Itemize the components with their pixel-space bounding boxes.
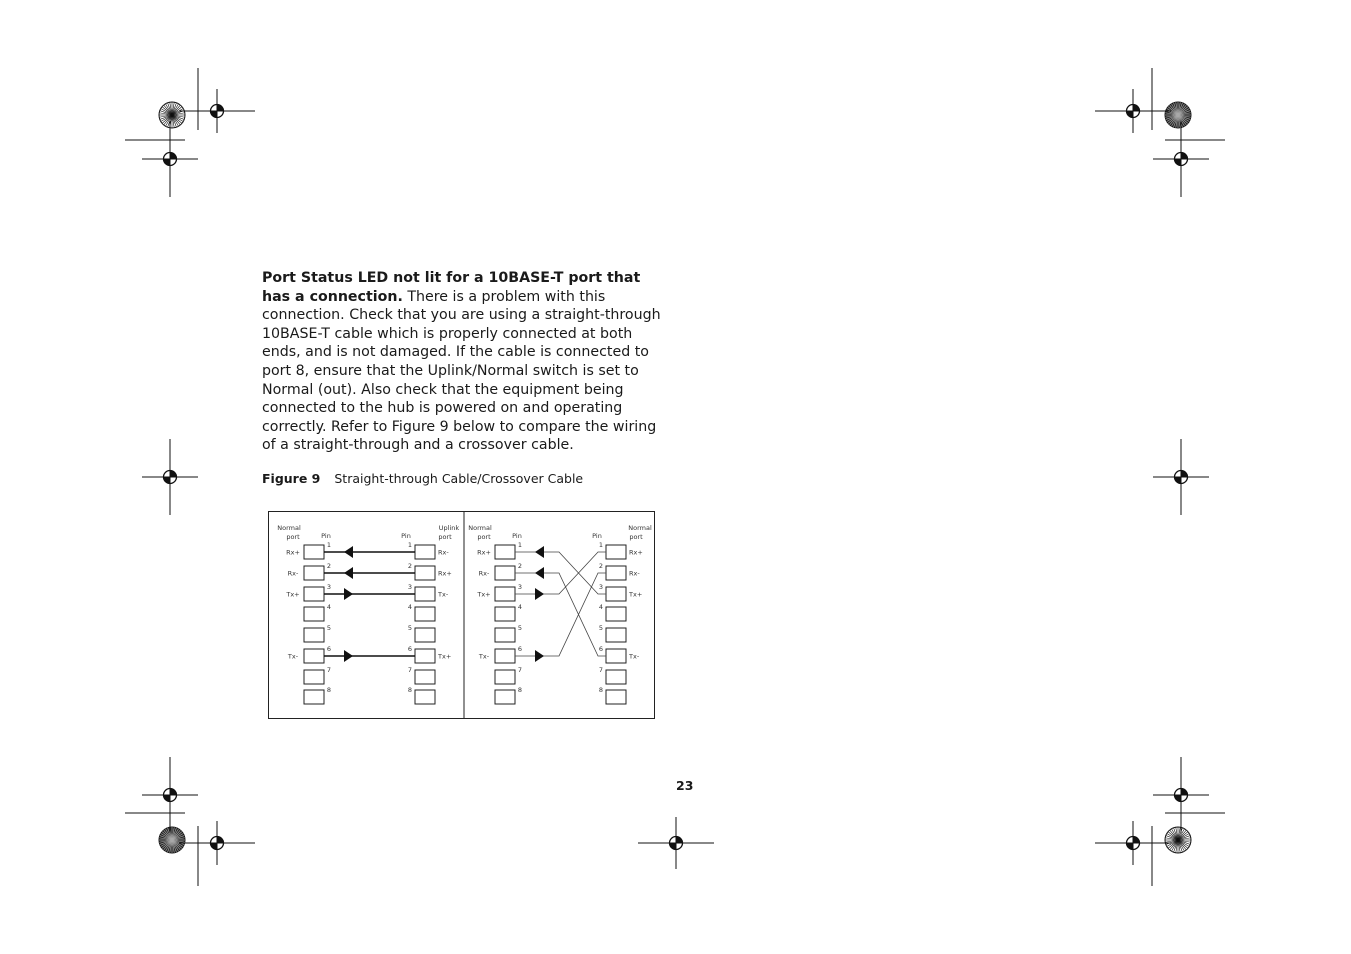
starburst-ray: [166, 840, 173, 851]
starburst-ray: [159, 113, 172, 115]
starburst-ray: [162, 115, 172, 123]
starburst-ray: [170, 840, 172, 853]
starburst-ray: [172, 840, 176, 852]
right-pin-number: 5: [598, 624, 604, 632]
right-pin-number: 1: [407, 541, 413, 549]
signal-direction-arrow: [535, 588, 544, 600]
signal-direction-arrow: [344, 567, 353, 579]
starburst-ray: [1176, 827, 1178, 840]
crosshair-quadrant: [1175, 795, 1182, 802]
crosshair-mark: [179, 89, 255, 133]
crosshair-mark: [142, 439, 198, 515]
left-pin-number: 4: [326, 603, 332, 611]
right-signal-label: Rx+: [629, 548, 643, 557]
starburst-ray: [172, 115, 174, 128]
left-pin-socket: [304, 649, 324, 663]
left-pin-number: 1: [517, 541, 523, 549]
crosshair-quadrant: [670, 843, 677, 850]
left-pin-number: 5: [517, 624, 523, 632]
starburst-ray: [1174, 115, 1178, 127]
pin-header: Pin: [401, 532, 411, 540]
crosshair-quadrant: [170, 789, 177, 796]
left-pin-number: 8: [517, 686, 523, 694]
starburst-ray: [1178, 836, 1190, 840]
starburst-ray: [168, 828, 172, 840]
starburst-ray: [1178, 840, 1182, 852]
starburst-ray: [1178, 115, 1189, 122]
starburst-ray: [161, 109, 172, 116]
figure-caption: [262, 471, 583, 486]
starburst-ray: [1176, 840, 1178, 853]
starburst-ray: [164, 830, 172, 840]
starburst-ray: [172, 115, 179, 126]
right-port-header: Normal: [628, 524, 652, 532]
right-pin-number: 6: [407, 645, 413, 653]
starburst-ray: [1167, 109, 1178, 116]
starburst-ray: [1166, 836, 1178, 840]
starburst-ray: [1178, 115, 1180, 128]
starburst-ray: [172, 104, 179, 115]
right-pin-number: 2: [598, 562, 604, 570]
crosshair-ring: [1127, 837, 1140, 850]
left-pin-number: 6: [326, 645, 332, 653]
troubleshooting-paragraph: [262, 269, 667, 455]
starburst-ray: [159, 115, 172, 117]
right-pin-number: 7: [598, 666, 604, 674]
starburst-ray: [172, 102, 174, 115]
right-signal-label: Rx+: [438, 569, 452, 578]
signal-direction-arrow: [535, 546, 544, 558]
left-pin-socket: [304, 587, 324, 601]
left-pin-socket: [304, 566, 324, 580]
starburst-ray: [1178, 827, 1180, 840]
crosshair-ring: [1175, 153, 1188, 166]
crosshair-quadrant: [211, 111, 218, 118]
starburst-ray: [1178, 840, 1188, 848]
starburst-ray: [168, 840, 172, 852]
starburst-ray: [1172, 115, 1179, 126]
paragraph-heading: Port Status LED not lit for a 10BASE-T port that has a connection.: [262, 270, 641, 305]
starburst-ray: [161, 840, 172, 847]
right-pin-socket: [606, 628, 626, 642]
starburst-ray: [160, 111, 172, 115]
right-signal-label: Rx-: [438, 548, 449, 557]
starburst-ray: [172, 840, 180, 850]
starburst-ray: [1178, 115, 1185, 126]
right-pin-socket: [606, 670, 626, 684]
starburst-ray: [172, 840, 184, 844]
right-pin-number: 8: [407, 686, 413, 694]
right-pin-number: 8: [598, 686, 604, 694]
right-pin-number: 2: [407, 562, 413, 570]
starburst-ray: [172, 836, 184, 840]
starburst-ray: [172, 832, 182, 840]
right-pin-socket: [606, 690, 626, 704]
starburst-ray: [172, 107, 182, 115]
starburst-ray: [1178, 840, 1190, 844]
starburst-ray: [1178, 830, 1186, 840]
right-pin-socket: [606, 566, 626, 580]
figure-title: Straight-through Cable/Crossover Cable: [334, 471, 584, 486]
starburst-ray: [1178, 105, 1186, 115]
starburst-ray: [172, 109, 183, 116]
left-port-header: Normal: [277, 524, 301, 532]
starburst-ray: [1178, 834, 1189, 841]
starburst-ray: [162, 832, 172, 840]
starburst-ray: [162, 840, 172, 848]
starburst-ray: [1168, 107, 1178, 115]
crosshair-ring: [164, 471, 177, 484]
left-signal-label: Tx+: [477, 590, 491, 599]
starburst-ray: [161, 115, 172, 122]
starburst-ray: [170, 102, 172, 115]
signal-direction-arrow: [344, 546, 353, 558]
signal-direction-arrow: [535, 567, 544, 579]
crosshair-quadrant: [170, 471, 177, 478]
starburst-ray: [1174, 828, 1178, 840]
signal-direction-arrow: [535, 650, 544, 662]
left-pin-number: 3: [517, 583, 523, 591]
left-pin-number: 8: [326, 686, 332, 694]
starburst-ray: [166, 104, 173, 115]
left-pin-socket: [304, 545, 324, 559]
starburst-ray: [1165, 840, 1178, 842]
crosshair-quadrant: [1181, 153, 1188, 160]
right-pin-number: 1: [598, 541, 604, 549]
crosshair-quadrant: [1181, 789, 1188, 796]
starburst-ray: [1178, 840, 1191, 842]
starburst-ray: [172, 111, 184, 115]
pin-header: Pin: [592, 532, 602, 540]
left-port-header: port: [477, 533, 491, 541]
left-pin-socket: [495, 628, 515, 642]
starburst-ray: [172, 115, 185, 117]
crosshair-mark: [1095, 89, 1171, 133]
starburst-ray: [172, 113, 185, 115]
right-pin-number: 4: [407, 603, 413, 611]
registration-starburst: [159, 102, 185, 128]
starburst-ray: [1178, 109, 1189, 116]
starburst-ray: [172, 105, 180, 115]
right-pin-number: 4: [598, 603, 604, 611]
right-port-header: Uplink: [438, 524, 460, 532]
left-pin-socket: [495, 566, 515, 580]
crosshair-quadrant: [164, 477, 171, 484]
starburst-ray: [172, 115, 180, 125]
paragraph-body: There is a problem with this connection. Check that you are using a straight-through 10BASE-T cable which is properly connected at both ends, and is not damaged. If the cable is connected to port 8, ensure that the Uplink/Normal switch is set to Normal (out). Also check that the equipment being connected to the hub is powered on and operating correctly. Refer to Figure 9 below to compare the wiring of a straight-through and a crossover cable.: [262, 288, 661, 454]
right-pin-socket: [415, 628, 435, 642]
left-pin-number: 7: [517, 666, 523, 674]
starburst-ray: [172, 103, 176, 115]
right-pin-number: 3: [598, 583, 604, 591]
right-pin-socket: [606, 649, 626, 663]
starburst-ray: [172, 834, 183, 841]
signal-direction-arrow: [344, 588, 353, 600]
left-signal-label: Rx-: [478, 569, 490, 578]
starburst-ray: [1166, 115, 1178, 119]
starburst-ray: [1170, 830, 1178, 840]
left-port-header: Normal: [468, 524, 492, 532]
starburst-ray: [168, 115, 172, 127]
starburst-ray: [1174, 103, 1178, 115]
figure-number: Figure 9: [262, 471, 321, 486]
crosshair-quadrant: [1127, 111, 1134, 118]
crosshair-ring: [211, 837, 224, 850]
crosshair-mark: [1153, 439, 1209, 515]
left-signal-label: Tx-: [478, 652, 490, 661]
crosshair-quadrant: [1175, 477, 1182, 484]
left-pin-socket: [495, 607, 515, 621]
right-pin-socket: [606, 607, 626, 621]
registration-starburst: [1165, 827, 1191, 853]
crosshair-ring: [1175, 789, 1188, 802]
starburst-ray: [1178, 115, 1190, 119]
left-pin-number: 4: [517, 603, 523, 611]
starburst-ray: [1178, 832, 1188, 840]
right-pin-number: 7: [407, 666, 413, 674]
crosshair-mark: [1095, 821, 1171, 865]
left-pin-number: 5: [326, 624, 332, 632]
right-pin-socket: [415, 690, 435, 704]
starburst-ray: [1178, 838, 1191, 840]
starburst-ray: [166, 829, 173, 840]
crosshair-quadrant: [217, 105, 224, 112]
right-pin-socket: [606, 587, 626, 601]
starburst-ray: [1176, 115, 1178, 128]
starburst-ray: [1178, 840, 1185, 851]
left-pin-socket: [304, 607, 324, 621]
crosshair-quadrant: [1133, 837, 1140, 844]
left-pin-socket: [304, 670, 324, 684]
starburst-ray: [1170, 115, 1178, 125]
starburst-ray: [1178, 113, 1191, 115]
crosshair-mark: [1153, 757, 1209, 833]
starburst-ray: [1172, 840, 1179, 851]
starburst-ray: [1167, 115, 1178, 122]
starburst-ray: [166, 115, 173, 126]
left-pin-number: 2: [326, 562, 332, 570]
right-pin-socket: [415, 607, 435, 621]
signal-direction-arrow: [344, 650, 353, 662]
right-pin-socket: [606, 545, 626, 559]
right-port-header: port: [438, 533, 452, 541]
crosshair-quadrant: [170, 153, 177, 160]
starburst-ray: [1178, 103, 1182, 115]
starburst-ray: [164, 105, 172, 115]
left-pin-socket: [495, 670, 515, 684]
right-pin-socket: [415, 587, 435, 601]
left-pin-number: 3: [326, 583, 332, 591]
starburst-ray: [1168, 115, 1178, 123]
starburst-ray: [1167, 840, 1178, 847]
starburst-ray: [172, 115, 182, 123]
starburst-ray: [1178, 115, 1182, 127]
right-pin-socket: [415, 670, 435, 684]
starburst-ray: [159, 838, 172, 840]
starburst-disc: [1165, 827, 1191, 853]
starburst-ray: [172, 829, 179, 840]
right-pin-number: 3: [407, 583, 413, 591]
starburst-ray: [1178, 115, 1186, 125]
right-pin-number: 5: [407, 624, 413, 632]
starburst-ray: [1165, 113, 1178, 115]
starburst-ray: [172, 838, 185, 840]
right-signal-label: Tx-: [438, 590, 449, 599]
starburst-ray: [1178, 111, 1190, 115]
starburst-ray: [161, 834, 172, 841]
page-number: 23: [676, 778, 694, 793]
starburst-ray: [1172, 829, 1179, 840]
starburst-ray: [172, 840, 182, 848]
starburst-ray: [164, 840, 172, 850]
starburst-ray: [168, 103, 172, 115]
left-pin-socket: [495, 587, 515, 601]
left-signal-label: Rx+: [286, 548, 300, 557]
crosshair-ring: [1127, 105, 1140, 118]
right-signal-label: Tx+: [629, 590, 643, 599]
crosshair-quadrant: [217, 837, 224, 844]
crosshair-ring: [1175, 471, 1188, 484]
starburst-ray: [1176, 102, 1178, 115]
crossover-cable-panel: [468, 524, 652, 704]
starburst-ray: [1178, 840, 1180, 853]
starburst-ray: [172, 115, 184, 119]
starburst-ray: [172, 827, 174, 840]
starburst-ray: [172, 840, 185, 842]
registration-starburst: [159, 827, 185, 853]
starburst-ray: [1178, 102, 1180, 115]
left-pin-socket: [495, 545, 515, 559]
starburst-ray: [172, 115, 183, 122]
starburst-ray: [1165, 115, 1178, 117]
left-pin-socket: [304, 628, 324, 642]
left-port-header: port: [286, 533, 300, 541]
left-signal-label: Tx-: [287, 652, 299, 661]
starburst-ray: [1178, 840, 1186, 850]
left-pin-number: 7: [326, 666, 332, 674]
left-pin-socket: [304, 690, 324, 704]
starburst-ray: [172, 115, 176, 127]
starburst-ray: [1178, 840, 1189, 847]
straight-cable-panel: [277, 524, 459, 704]
crosshair-quadrant: [1127, 843, 1134, 850]
crosshair-ring: [164, 789, 177, 802]
starburst-ray: [1166, 111, 1178, 115]
crosshair-quadrant: [164, 159, 171, 166]
registration-starburst: [1165, 102, 1191, 128]
starburst-ray: [1170, 840, 1178, 850]
starburst-ray: [1178, 828, 1182, 840]
starburst-ray: [1167, 834, 1178, 841]
starburst-ray: [1178, 829, 1185, 840]
starburst-ray: [1178, 115, 1191, 117]
pin-header: Pin: [321, 532, 331, 540]
crosshair-mark: [142, 757, 198, 833]
right-pin-socket: [415, 649, 435, 663]
right-signal-label: Tx+: [438, 652, 452, 661]
starburst-ray: [162, 107, 172, 115]
crosshair-quadrant: [1181, 471, 1188, 478]
starburst-disc: [159, 102, 185, 128]
starburst-ray: [160, 836, 172, 840]
starburst-ray: [1168, 832, 1178, 840]
left-pin-socket: [495, 690, 515, 704]
starburst-ray: [1172, 104, 1179, 115]
right-signal-label: Tx-: [629, 652, 640, 661]
crosshair-quadrant: [164, 795, 171, 802]
starburst-ray: [172, 828, 176, 840]
left-pin-number: 6: [517, 645, 523, 653]
left-signal-label: Rx-: [287, 569, 299, 578]
crosshair-ring: [211, 105, 224, 118]
left-signal-label: Rx+: [477, 548, 491, 557]
starburst-ray: [1178, 115, 1188, 123]
crosshair-mark: [1153, 121, 1209, 197]
crosshair-mark: [179, 821, 255, 865]
left-pin-number: 2: [517, 562, 523, 570]
starburst-ray: [170, 827, 172, 840]
starburst-ray: [1178, 107, 1188, 115]
starburst-ray: [172, 840, 179, 851]
starburst-ray: [1166, 840, 1178, 844]
right-pin-number: 6: [598, 645, 604, 653]
starburst-ray: [1165, 838, 1178, 840]
starburst-ray: [159, 840, 172, 842]
crosshair-quadrant: [676, 837, 683, 844]
right-pin-socket: [415, 566, 435, 580]
crosshair-ring: [164, 153, 177, 166]
starburst-ray: [172, 840, 174, 853]
crosshair-mark: [638, 817, 714, 869]
crosshair-quadrant: [1175, 159, 1182, 166]
right-pin-socket: [415, 545, 435, 559]
starburst-ray: [164, 115, 172, 125]
starburst-ray: [1170, 105, 1178, 115]
right-port-header: port: [629, 533, 643, 541]
crosshair-quadrant: [1133, 105, 1140, 112]
starburst-ray: [160, 840, 172, 844]
crosshair-quadrant: [211, 843, 218, 850]
starburst-ray: [172, 830, 180, 840]
starburst-ray: [170, 115, 172, 128]
right-signal-label: Rx-: [629, 569, 640, 578]
left-pin-number: 1: [326, 541, 332, 549]
starburst-ray: [160, 115, 172, 119]
starburst-ray: [172, 840, 183, 847]
starburst-ray: [1168, 840, 1178, 848]
left-pin-socket: [495, 649, 515, 663]
starburst-ray: [1174, 840, 1178, 852]
cable-wiring-diagram: [268, 511, 655, 719]
starburst-disc: [1165, 102, 1191, 128]
starburst-disc: [159, 827, 185, 853]
crosshair-mark: [142, 121, 198, 197]
left-signal-label: Tx+: [286, 590, 300, 599]
crosshair-ring: [670, 837, 683, 850]
pin-header: Pin: [512, 532, 522, 540]
starburst-ray: [1178, 104, 1185, 115]
